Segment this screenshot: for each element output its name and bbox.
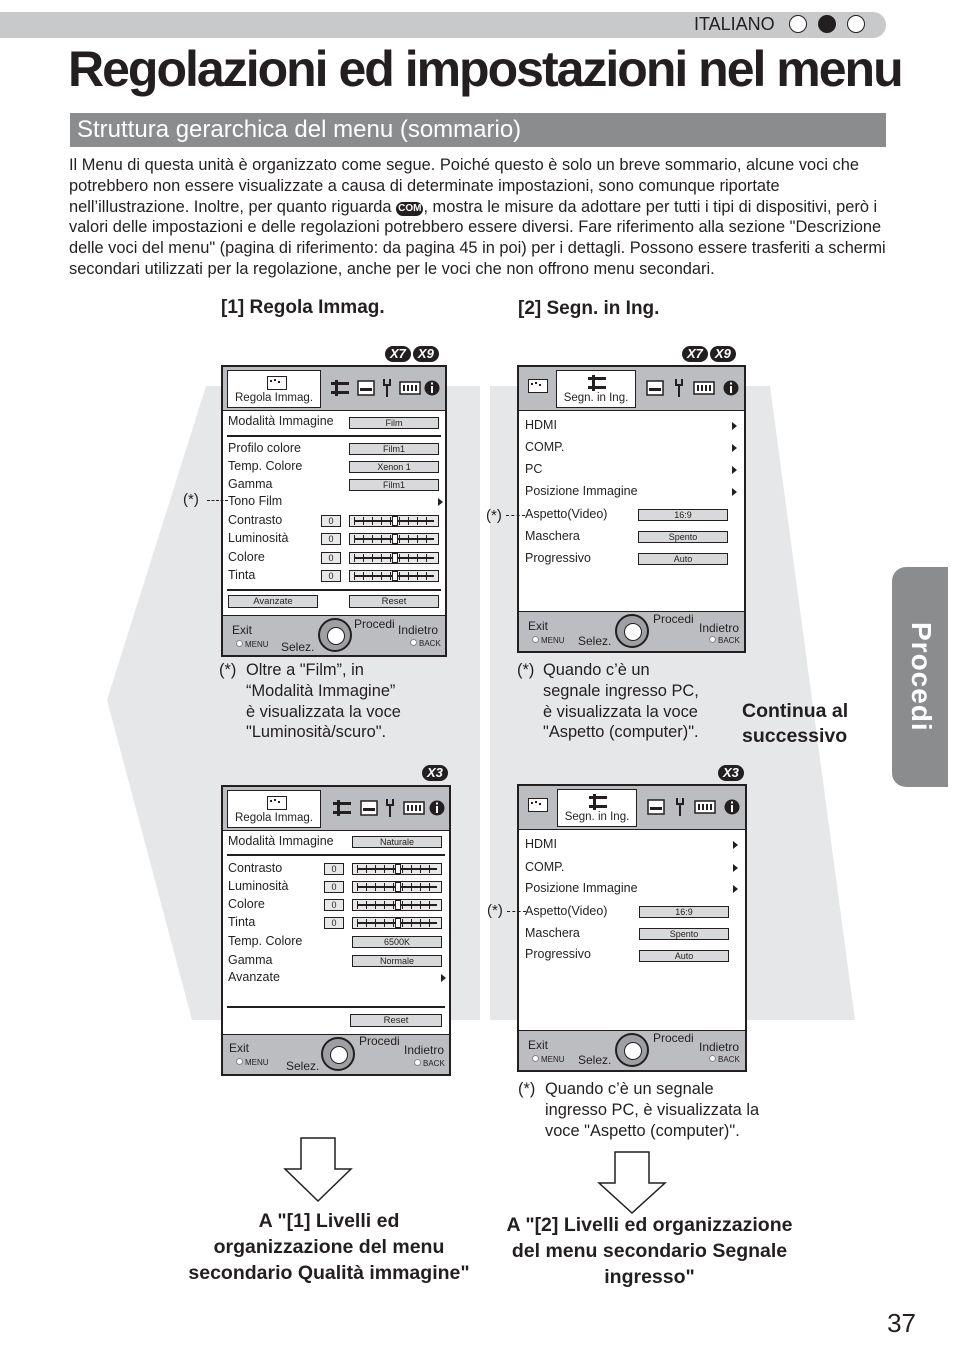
note-line: è visualizzata la voce bbox=[246, 702, 401, 721]
back-key-label: BACK bbox=[709, 1055, 740, 1064]
menu-row-label: Gamma bbox=[228, 953, 273, 967]
wrench-icon[interactable] bbox=[674, 798, 686, 816]
leader-line bbox=[207, 500, 228, 501]
note-line: Quando c’è un segnale bbox=[545, 1080, 714, 1098]
menu-value-box[interactable]: Film bbox=[349, 417, 439, 429]
menu-value-box[interactable]: Film1 bbox=[349, 479, 439, 491]
indietro-label: Indietro bbox=[398, 623, 439, 637]
asterisk-marker: (*) bbox=[486, 507, 502, 524]
info-panel-icon[interactable] bbox=[399, 379, 421, 397]
input-icon[interactable] bbox=[331, 379, 349, 397]
indicator-dot-3 bbox=[847, 15, 865, 33]
picture-icon bbox=[267, 796, 287, 810]
procedi-label: Procedi bbox=[653, 1031, 694, 1045]
down-arrow-icon bbox=[283, 1137, 353, 1203]
note-1-marker: (*) bbox=[219, 661, 237, 679]
slider-value: 0 bbox=[321, 570, 341, 582]
info-panel-icon[interactable] bbox=[403, 799, 425, 817]
menu-row-label: Progressivo bbox=[525, 947, 591, 961]
menu-icon-bar bbox=[223, 787, 449, 831]
back-key-label: BACK bbox=[414, 1059, 445, 1068]
menu-value-box[interactable]: Auto bbox=[639, 950, 729, 962]
note-line: Oltre a "Film”, in bbox=[246, 661, 364, 679]
menu-row-label: Gamma bbox=[228, 477, 273, 491]
column-heading-2: [2] Segn. in Ing. bbox=[518, 298, 660, 319]
menu-item-posizione[interactable]: Posizione Immagine bbox=[525, 484, 638, 498]
menu-item-comp[interactable]: COMP. bbox=[525, 440, 565, 454]
navigation-wheel-icon bbox=[615, 1033, 649, 1067]
back-key-label: BACK bbox=[709, 636, 740, 645]
note-line: “Modalità Immagine” bbox=[246, 681, 396, 700]
reset-button[interactable]: Reset bbox=[350, 1014, 442, 1027]
note-4-marker: (*) bbox=[518, 1080, 536, 1098]
tab-label: Regola Immag. bbox=[235, 392, 313, 404]
badge-x7: X7 bbox=[385, 346, 411, 362]
note-1 bbox=[246, 660, 401, 743]
info-icon[interactable] bbox=[429, 799, 445, 817]
destination-link-2[interactable] bbox=[482, 1212, 817, 1290]
slider[interactable] bbox=[352, 917, 442, 929]
info-icon[interactable] bbox=[724, 798, 740, 816]
submenu-arrow-icon bbox=[733, 885, 738, 893]
model-badges-1 bbox=[383, 345, 439, 363]
menu-value-box[interactable]: 16:9 bbox=[638, 509, 728, 521]
intro-text-2: , mostra le misure da adottare per tutti i tipi di dispositivi, però i valori delle impostazioni e delle regolazioni potrebbero essere diversi. Fare riferimento alla sezione "Descrizione delle voci del menu" (pagina di riferimento: da pagina 45 in poi) per i dettagli. Possono essere trasferiti a schermi secondari utilizzati per la regolazione, anche per le voci che non offrono menu secondari. bbox=[69, 197, 886, 278]
screen-icon[interactable] bbox=[360, 799, 378, 817]
wrench-icon[interactable] bbox=[673, 379, 685, 397]
menu-divider bbox=[227, 1006, 445, 1008]
menu-footer bbox=[519, 611, 744, 651]
exit-label: Exit bbox=[232, 623, 253, 637]
tab-regola-immag[interactable] bbox=[227, 790, 321, 828]
tab-label: Segn. in Ing. bbox=[563, 392, 629, 404]
info-icon[interactable] bbox=[723, 379, 739, 397]
slider-value: 0 bbox=[321, 533, 341, 545]
tab-segn-in-ing[interactable] bbox=[556, 370, 636, 408]
menu-key-label: MENU bbox=[532, 636, 565, 645]
wrench-icon[interactable] bbox=[381, 379, 393, 397]
page-number: 37 bbox=[887, 1308, 916, 1338]
continua-line: successivo bbox=[742, 725, 848, 747]
destination-line: A "[1] Livelli ed bbox=[258, 1210, 400, 1232]
note-2 bbox=[543, 660, 699, 743]
model-badges-4 bbox=[716, 764, 744, 782]
submenu-arrow-icon bbox=[732, 444, 737, 452]
info-icon[interactable] bbox=[424, 379, 440, 397]
indietro-label: Indietro bbox=[699, 621, 740, 635]
model-badges-3 bbox=[420, 764, 448, 782]
exit-label: Exit bbox=[528, 1038, 549, 1052]
menu-footer bbox=[223, 615, 445, 655]
tab-label: Regola Immag. bbox=[235, 812, 313, 824]
note-line: segnale ingresso PC, bbox=[543, 681, 699, 700]
destination-line: del menu secondario Segnale bbox=[511, 1240, 788, 1262]
selez-label: Selez. bbox=[578, 634, 612, 648]
slider[interactable] bbox=[349, 570, 439, 582]
note-line: "Aspetto (computer)". bbox=[543, 723, 699, 742]
menu-key-label: MENU bbox=[236, 640, 269, 649]
menu-value-box[interactable]: 6500K bbox=[352, 936, 442, 948]
slider-value: 0 bbox=[321, 552, 341, 564]
menu-icon-bar bbox=[519, 786, 745, 830]
submenu-arrow-icon bbox=[438, 498, 443, 506]
menu-divider bbox=[227, 435, 441, 437]
screen-icon[interactable] bbox=[646, 379, 664, 397]
avanzate-button[interactable]: Avanzate bbox=[228, 595, 318, 608]
submenu-arrow-icon bbox=[732, 422, 737, 430]
menu-value-box[interactable]: Spento bbox=[639, 928, 729, 940]
note-line: voce "Aspetto (computer)". bbox=[545, 1121, 740, 1140]
menu-row-label: Temp. Colore bbox=[228, 934, 303, 948]
intro-text-1: Il Menu di questa unità è organizzato come segue. Poiché questo è solo un breve sommario, alcune voci che potrebbero non essere visualizzate a causa di determinate impostazioni, sono comunque riportate nell’illustrazione. Inoltre, per quanto riguarda bbox=[69, 156, 859, 216]
submenu-arrow-icon bbox=[441, 974, 446, 982]
menu-row-label: Profilo colore bbox=[228, 441, 301, 455]
slider-value: 0 bbox=[324, 881, 344, 893]
destination-line: A "[2] Livelli ed organizzazione bbox=[506, 1214, 793, 1236]
note-line: Quando c’è un bbox=[543, 661, 650, 679]
menu-item-hdmi[interactable]: HDMI bbox=[525, 837, 557, 851]
slider[interactable] bbox=[349, 515, 439, 527]
menu-row-label: Contrasto bbox=[228, 513, 283, 527]
destination-link-1[interactable] bbox=[165, 1208, 493, 1286]
tab-label: Segn. in Ing. bbox=[564, 811, 630, 823]
submenu-arrow-icon bbox=[733, 841, 738, 849]
menu-row-label: Modalità Immagine bbox=[228, 834, 334, 848]
navigation-wheel-icon bbox=[318, 618, 352, 652]
menu-divider bbox=[227, 589, 441, 591]
picture-icon[interactable] bbox=[528, 798, 548, 812]
note-line: è visualizzata la voce bbox=[543, 702, 698, 721]
slider[interactable] bbox=[349, 552, 439, 564]
menu-row-label[interactable]: Avanzate bbox=[228, 970, 280, 984]
leader-line bbox=[506, 515, 525, 516]
info-panel-icon[interactable] bbox=[693, 379, 715, 397]
slider[interactable] bbox=[349, 533, 439, 545]
selez-label: Selez. bbox=[281, 640, 315, 654]
submenu-arrow-icon bbox=[733, 864, 738, 872]
menu-row-label: Contrasto bbox=[228, 861, 283, 875]
input-icon[interactable] bbox=[333, 799, 351, 817]
page-title: Regolazioni ed impostazioni nel menu bbox=[68, 41, 902, 97]
slider-value: 0 bbox=[324, 863, 344, 875]
menu-regola-immag-x7x9 bbox=[221, 365, 447, 657]
menu-value-box[interactable]: 16:9 bbox=[639, 906, 729, 918]
indietro-label: Indietro bbox=[699, 1040, 740, 1054]
input-icon bbox=[589, 794, 607, 810]
menu-row-label: Progressivo bbox=[525, 551, 591, 565]
menu-row-label: Colore bbox=[228, 550, 265, 564]
menu-value-box[interactable]: Normale bbox=[352, 955, 442, 967]
menu-item-pc[interactable]: PC bbox=[525, 462, 543, 476]
column-heading-1: [1] Regola Immag. bbox=[221, 297, 385, 318]
indietro-label: Indietro bbox=[404, 1043, 445, 1057]
side-tab-label: Procedi bbox=[906, 622, 937, 732]
menu-value-box[interactable]: Film1 bbox=[349, 443, 439, 455]
menu-segn-in-ing-x7x9 bbox=[517, 365, 746, 653]
menu-icon-bar bbox=[519, 367, 744, 411]
menu-item-comp[interactable]: COMP. bbox=[525, 860, 565, 874]
indicator-dot-1 bbox=[789, 15, 807, 33]
menu-row-label: Modalità Immagine bbox=[228, 414, 334, 428]
note-2-marker: (*) bbox=[517, 661, 535, 679]
destination-line: organizzazione del menu bbox=[213, 1236, 445, 1258]
note-4 bbox=[545, 1079, 759, 1141]
slider[interactable] bbox=[352, 899, 442, 911]
com-icon: COM bbox=[398, 202, 422, 214]
picture-icon[interactable] bbox=[528, 379, 548, 393]
slider-value: 0 bbox=[324, 899, 344, 911]
submenu-arrow-icon bbox=[732, 488, 737, 496]
continua-line: Continua al bbox=[742, 700, 849, 722]
input-icon bbox=[588, 375, 606, 391]
menu-row-label: Maschera bbox=[525, 926, 580, 940]
menu-row-label: Tinta bbox=[228, 568, 256, 582]
badge-x9: X9 bbox=[710, 346, 736, 362]
exit-label: Exit bbox=[528, 619, 549, 633]
wrench-icon[interactable] bbox=[384, 799, 396, 817]
menu-row-label: Tinta bbox=[228, 915, 256, 929]
badge-x7: X7 bbox=[682, 346, 708, 362]
menu-icon-bar bbox=[223, 367, 445, 411]
reset-button[interactable]: Reset bbox=[349, 595, 439, 608]
menu-footer bbox=[223, 1034, 449, 1074]
model-badges-2 bbox=[680, 345, 736, 363]
selez-label: Selez. bbox=[578, 1053, 612, 1067]
asterisk-marker: (*) bbox=[183, 491, 199, 508]
slider[interactable] bbox=[352, 881, 442, 893]
procedi-label: Procedi bbox=[653, 612, 694, 626]
leader-line bbox=[507, 911, 526, 912]
menu-key-label: MENU bbox=[236, 1058, 269, 1067]
destination-line: ingresso" bbox=[604, 1266, 695, 1288]
menu-row-label: Maschera bbox=[525, 529, 580, 543]
badge-x3: X3 bbox=[422, 765, 448, 781]
exit-label: Exit bbox=[229, 1041, 250, 1055]
menu-item-posizione[interactable]: Posizione Immagine bbox=[525, 881, 638, 895]
menu-key-label: MENU bbox=[532, 1055, 565, 1064]
menu-value-box[interactable]: Xenon 1 bbox=[349, 461, 439, 473]
menu-row-label: Luminosità bbox=[228, 531, 289, 545]
slider-value: 0 bbox=[324, 917, 344, 929]
menu-row-label: Temp. Colore bbox=[228, 459, 303, 473]
selez-label: Selez. bbox=[286, 1059, 320, 1073]
menu-row-label: Colore bbox=[228, 897, 265, 911]
down-arrow-icon bbox=[597, 1151, 667, 1215]
menu-segn-in-ing-x3 bbox=[517, 784, 747, 1072]
menu-row-label: Aspetto(Video) bbox=[525, 904, 608, 918]
note-line: "Luminosità/scuro". bbox=[246, 723, 387, 742]
badge-x3: X3 bbox=[718, 765, 744, 781]
slider-value: 0 bbox=[321, 515, 341, 527]
navigation-wheel-icon bbox=[321, 1037, 355, 1071]
menu-row-label: Luminosità bbox=[228, 879, 289, 893]
menu-regola-immag-x3 bbox=[221, 785, 451, 1076]
picture-icon bbox=[267, 376, 287, 390]
back-key-label: BACK bbox=[410, 639, 441, 648]
tab-regola-immag[interactable] bbox=[227, 370, 321, 408]
menu-item-hdmi[interactable]: HDMI bbox=[525, 418, 557, 432]
indicator-dot-2 bbox=[818, 15, 836, 33]
asterisk-marker: (*) bbox=[487, 902, 503, 919]
continua-label bbox=[742, 699, 848, 749]
menu-divider bbox=[227, 854, 445, 856]
screen-icon[interactable] bbox=[647, 798, 665, 816]
badge-x9: X9 bbox=[413, 346, 439, 362]
slider[interactable] bbox=[352, 863, 442, 875]
procedi-label: Procedi bbox=[354, 617, 395, 631]
destination-line: secondario Qualità immagine" bbox=[188, 1262, 470, 1284]
tab-segn-in-ing[interactable] bbox=[557, 789, 637, 827]
menu-value-box[interactable]: Naturale bbox=[352, 836, 442, 848]
menu-footer bbox=[519, 1030, 745, 1070]
menu-row-label[interactable]: Tono Film bbox=[228, 494, 283, 508]
note-line: ingresso PC, è visualizzata la bbox=[545, 1100, 760, 1119]
submenu-arrow-icon bbox=[732, 466, 737, 474]
navigation-wheel-icon bbox=[615, 614, 649, 648]
info-panel-icon[interactable] bbox=[694, 798, 716, 816]
intro-paragraph bbox=[69, 155, 889, 280]
language-label: ITALIANO bbox=[694, 14, 775, 34]
screen-icon[interactable] bbox=[357, 379, 375, 397]
menu-value-box[interactable]: Auto bbox=[638, 553, 728, 565]
section-heading: Struttura gerarchica del menu (sommario) bbox=[70, 113, 886, 147]
procedi-label: Procedi bbox=[359, 1034, 400, 1048]
menu-row-label: Aspetto(Video) bbox=[525, 507, 608, 521]
menu-value-box[interactable]: Spento bbox=[638, 531, 728, 543]
